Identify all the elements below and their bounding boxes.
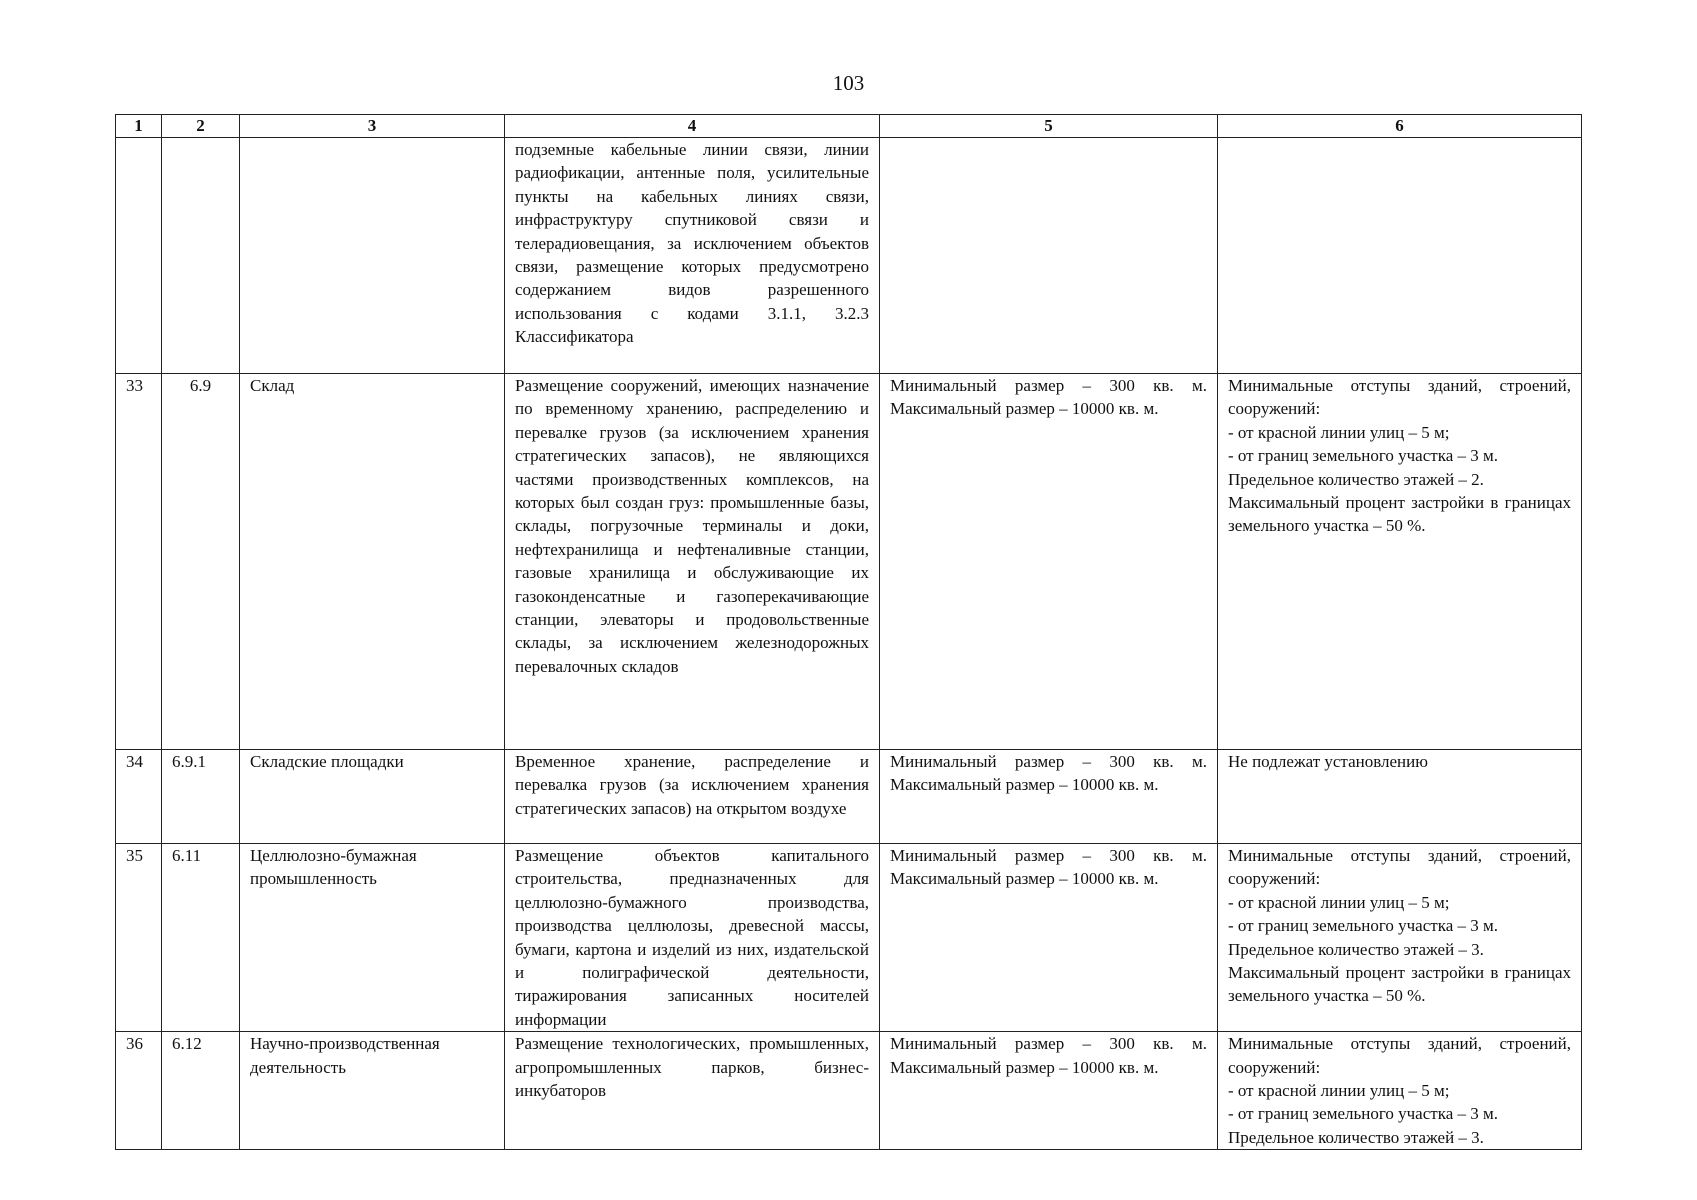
parameter-line: Минимальные отступы зданий, строений, сооружений: bbox=[1228, 376, 1571, 419]
table-row bbox=[116, 844, 1582, 1032]
parameter-line: - от красной линии улиц – 5 м; bbox=[1228, 892, 1450, 912]
use-description: Временное хранение, распределение и перевалка грузов (за исключением хранения стратегических запасов) на открытом воздухе bbox=[505, 750, 880, 844]
plot-size-limits: Минимальный размер – 300 кв. м. Максимальный размер – 10000 кв. м. bbox=[880, 844, 1218, 1032]
use-description: Размещение технологических, промышленных, агропромышленных парков, бизнес-инкубаторов bbox=[505, 1032, 880, 1150]
use-name: Склад bbox=[240, 374, 505, 750]
land-use-table bbox=[115, 114, 1582, 1150]
construction-parameters bbox=[1218, 138, 1582, 374]
page-number: 103 bbox=[832, 71, 865, 95]
use-name: Складские площадки bbox=[240, 750, 505, 844]
table-row bbox=[116, 138, 1582, 374]
parameter-line: Минимальные отступы зданий, строений, сооружений: bbox=[1228, 846, 1571, 889]
plot-size-limits: Минимальный размер – 300 кв. м. Максимальный размер – 10000 кв. м. bbox=[880, 750, 1218, 844]
construction-parameters bbox=[1218, 844, 1582, 1032]
column-header: 1 bbox=[116, 115, 162, 138]
construction-parameters bbox=[1218, 374, 1582, 750]
parameter-line: Предельное количество этажей – 2. bbox=[1228, 469, 1484, 489]
use-name: Научно-производственная деятельность bbox=[240, 1032, 505, 1150]
use-description: Размещение объектов капитального строительства, предназначенных для целлюлозно-бумажного производства, производства целлюлозы, древесной массы, бумаги, картона и изделий из них, издательской и полиграфической деятельности, тиражирования записанных носителей информации bbox=[505, 844, 880, 1032]
use-description: подземные кабельные линии связи, линии радиофикации, антенные поля, усилительные пункты на кабельных линиях связи, инфраструктуру спутниковой связи и телерадиовещания, за исключением объектов связи, размещение которых предусмотрено содержанием видов разрешенного использования с кодами 3.1.1, 3.2.3 Классификатора bbox=[505, 138, 880, 374]
column-header: 2 bbox=[162, 115, 240, 138]
row-number: 33 bbox=[116, 374, 162, 750]
parameter-line: Максимальный процент застройки в границах земельного участка – 50 %. bbox=[1228, 493, 1571, 536]
parameter-line: Минимальные отступы зданий, строений, сооружений: bbox=[1228, 1034, 1571, 1077]
column-header: 5 bbox=[880, 115, 1218, 138]
parameter-line: - от границ земельного участка – 3 м. bbox=[1228, 916, 1498, 936]
row-number bbox=[116, 138, 162, 374]
parameter-line: Предельное количество этажей – 3. bbox=[1228, 1127, 1484, 1147]
table-row bbox=[116, 374, 1582, 750]
row-number: 34 bbox=[116, 750, 162, 844]
plot-size-limits bbox=[880, 138, 1218, 374]
plot-size-limits: Минимальный размер – 300 кв. м. Максимальный размер – 10000 кв. м. bbox=[880, 374, 1218, 750]
parameter-line: Не подлежат установлению bbox=[1228, 752, 1428, 771]
table-row bbox=[116, 750, 1582, 844]
table-row bbox=[116, 1032, 1582, 1150]
column-header: 3 bbox=[240, 115, 505, 138]
parameter-line: - от красной линии улиц – 5 м; bbox=[1228, 422, 1450, 442]
row-number: 36 bbox=[116, 1032, 162, 1150]
use-name: Целлюлозно-бумажная промышленность bbox=[240, 844, 505, 1032]
use-name bbox=[240, 138, 505, 374]
column-header: 6 bbox=[1218, 115, 1582, 138]
construction-parameters bbox=[1218, 750, 1582, 844]
column-header: 4 bbox=[505, 115, 880, 138]
plot-size-limits: Минимальный размер – 300 кв. м. Максимальный размер – 10000 кв. м. bbox=[880, 1032, 1218, 1150]
parameter-line: - от красной линии улиц – 5 м; bbox=[1228, 1081, 1450, 1101]
parameter-line: - от границ земельного участка – 3 м. bbox=[1228, 446, 1498, 466]
use-code: 6.9 bbox=[162, 374, 240, 750]
table-header-row bbox=[116, 115, 1582, 138]
parameter-line: Предельное количество этажей – 3. bbox=[1228, 939, 1484, 959]
row-number: 35 bbox=[116, 844, 162, 1032]
use-code: 6.12 bbox=[162, 1032, 240, 1150]
parameter-line: - от границ земельного участка – 3 м. bbox=[1228, 1104, 1498, 1124]
use-description: Размещение сооружений, имеющих назначение по временному хранению, распределению и перевалке грузов (за исключением хранения стратегических запасов), не являющихся частями производственных комплексов, на которых был создан груз: промышленные базы, склады, погрузочные терминалы и доки, нефтехранилища и нефтеналивные станции, газовые хранилища и обслуживающие их газоконденсатные и газоперекачивающие станции, элеваторы и продовольственные склады, за исключением железнодорожных перевалочных складов bbox=[505, 374, 880, 750]
parameter-line: Максимальный процент застройки в границах земельного участка – 50 %. bbox=[1228, 963, 1571, 1006]
use-code bbox=[162, 138, 240, 374]
construction-parameters bbox=[1218, 1032, 1582, 1150]
use-code: 6.9.1 bbox=[162, 750, 240, 844]
use-code: 6.11 bbox=[162, 844, 240, 1032]
